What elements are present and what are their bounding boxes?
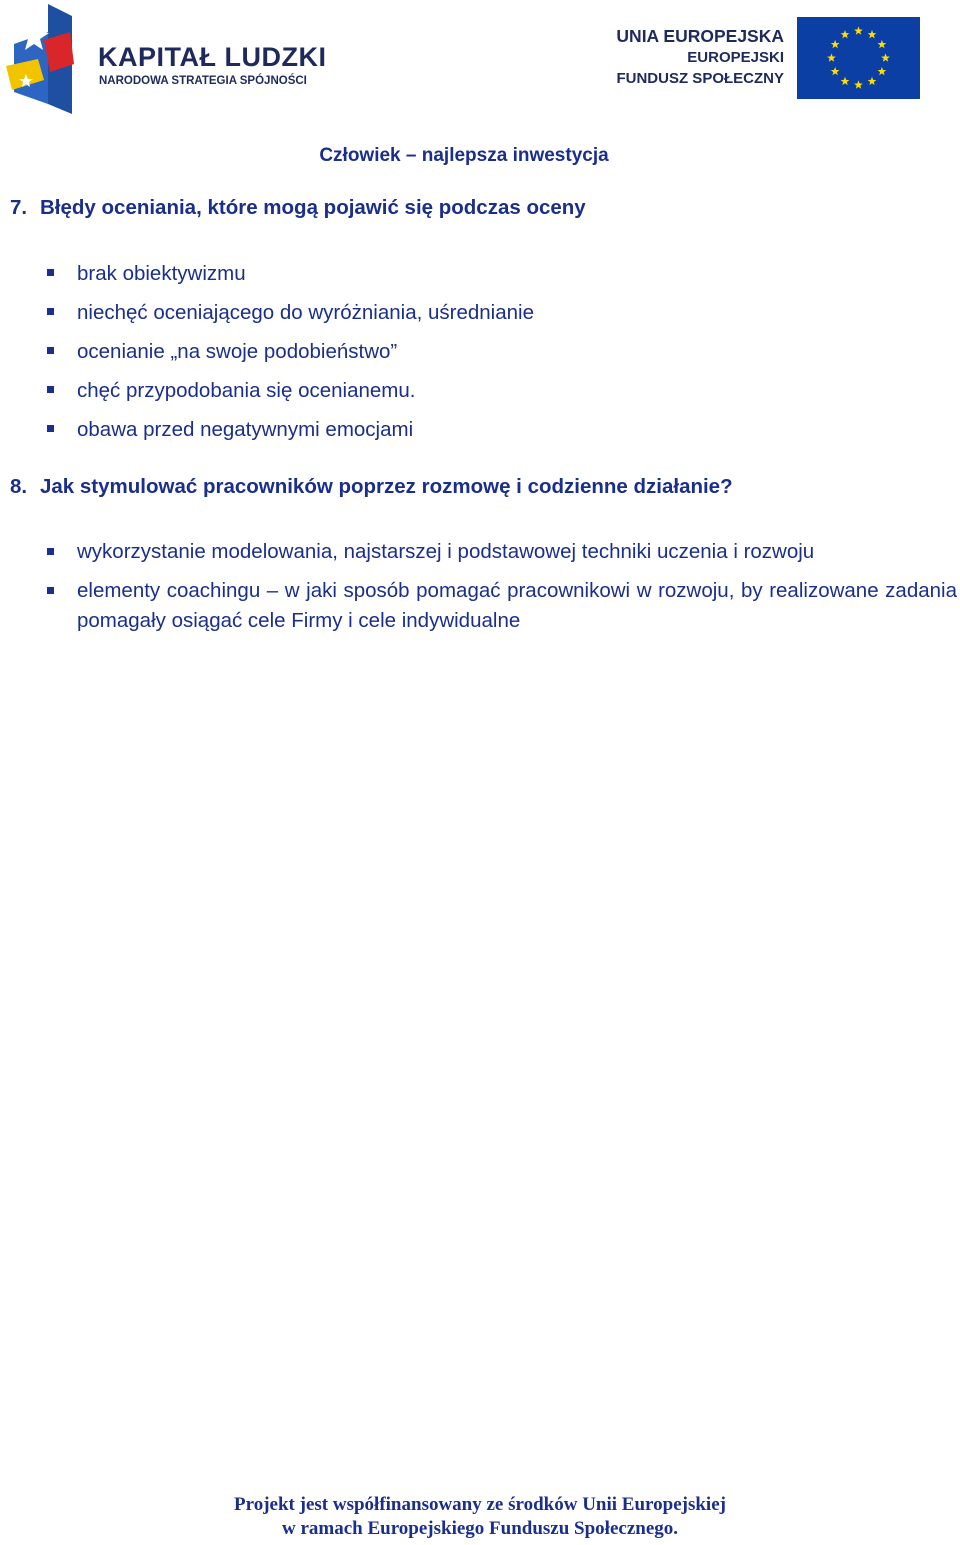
page-header bbox=[0, 0, 960, 118]
square-bullet-icon bbox=[47, 347, 54, 354]
footer-line1: Projekt jest współfinansowany ze środków Unii Europejskiej bbox=[234, 1494, 726, 1515]
section-number: 8. bbox=[10, 475, 28, 498]
eu-logo-line2: EUROPEJSKI bbox=[687, 49, 784, 66]
list-item-text: niechęć oceniającego do wyróżniania, uśrednianie bbox=[77, 301, 534, 324]
list-item-text: brak obiektywizmu bbox=[77, 262, 246, 285]
list-item bbox=[0, 537, 960, 567]
kapital-ludzki-logo-icon bbox=[4, 4, 84, 114]
eu-logo-line1: UNIA EUROPEJSKA bbox=[616, 26, 784, 46]
kapital-ludzki-subtitle: NARODOWA STRATEGIA SPÓJNOŚCI bbox=[99, 75, 307, 87]
square-bullet-icon bbox=[47, 548, 54, 555]
square-bullet-icon bbox=[47, 425, 54, 432]
list-item-text: ocenianie „na swoje podobieństwo” bbox=[77, 340, 398, 363]
list-item bbox=[0, 410, 960, 449]
list-item-text: wykorzystanie modelowania, najstarszej i podstawowej techniki uczenia i rozwoju bbox=[77, 540, 815, 563]
section-number: 7. bbox=[10, 196, 28, 219]
list-item bbox=[0, 293, 960, 332]
section-title: Jak stymulować pracowników poprzez rozmowę i codzienne działanie? bbox=[40, 475, 733, 498]
footer-line2: w ramach Europejskiego Funduszu Społecznego. bbox=[281, 1518, 679, 1539]
section-7-heading bbox=[10, 196, 586, 220]
list-item-text: elementy coachingu – w jaki sposób pomagać pracownikowi w rozwoju, by realizowane zadania pomagały osiągać cele Firmy i cele indywidualne bbox=[77, 579, 957, 632]
list-item-text: chęć przypodobania się ocenianemu. bbox=[77, 379, 416, 402]
square-bullet-icon bbox=[47, 587, 54, 594]
list-item bbox=[0, 332, 960, 371]
square-bullet-icon bbox=[47, 386, 54, 393]
list-item bbox=[0, 576, 960, 636]
section-7-list bbox=[0, 254, 960, 449]
square-bullet-icon bbox=[47, 308, 54, 315]
eu-logo-text bbox=[616, 26, 784, 89]
page-footer bbox=[0, 1493, 960, 1541]
kapital-ludzki-title: KAPITAŁ LUDZKI bbox=[98, 42, 327, 72]
section-8-heading bbox=[10, 475, 733, 499]
section-8-list bbox=[0, 537, 960, 645]
square-bullet-icon bbox=[47, 269, 54, 276]
list-item bbox=[0, 254, 960, 293]
section-title: Błędy oceniania, które mogą pojawić się podczas oceny bbox=[40, 196, 586, 219]
list-item-text: obawa przed negatywnymi emocjami bbox=[77, 418, 414, 441]
kapital-ludzki-logo bbox=[4, 4, 344, 114]
tagline: Człowiek – najlepsza inwestycja bbox=[319, 145, 609, 166]
list-item bbox=[0, 371, 960, 410]
eu-logo-line3: FUNDUSZ SPOŁECZNY bbox=[616, 70, 784, 87]
eu-flag-icon bbox=[797, 17, 920, 99]
